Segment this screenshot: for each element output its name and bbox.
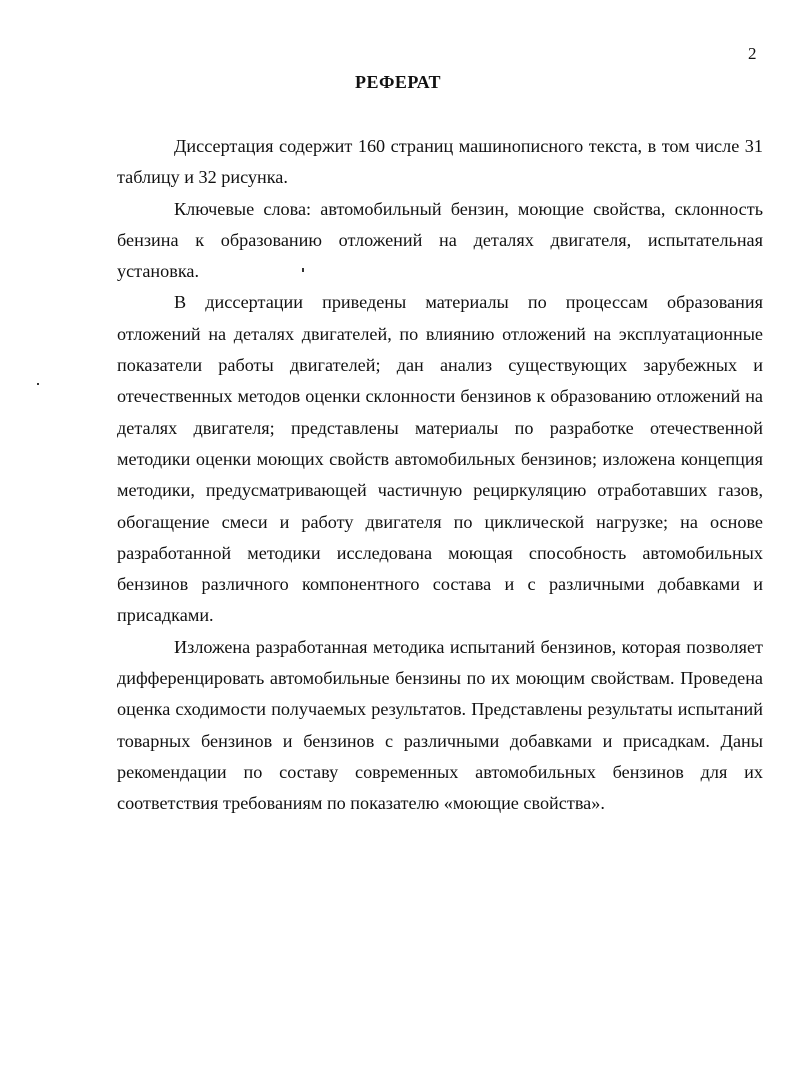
page-number: 2 [748, 44, 757, 63]
paragraph-summary: Диссертация содержит 160 страниц машинописного текста, в том числе 31 таблицу и 32 рисунка. [117, 136, 763, 188]
paragraph-keywords: Ключевые слова: автомобильный бензин, моющие свойства, склонность бензина к образованию отложений на деталях двигателя, испытательная установка. [117, 198, 763, 282]
scan-speck [302, 268, 304, 272]
scan-speck [37, 383, 39, 385]
abstract-body [117, 131, 763, 820]
paragraph-methodology: Изложена разработанная методика испытаний бензинов, которая позволяет дифференцировать автомобильные бензины по их моющим свойствам. Проведена оценка сходимости получаемых результатов. Представлены результаты испытаний товарных бензинов и бензинов с различными добавками и присадкам. Даны рекомендации по составу современных автомобильных бензинов для их соответствия требованиям по показателю «моющие свойства». [117, 636, 763, 814]
page-title: РЕФЕРАТ [354, 72, 442, 92]
paragraph-contents: В диссертации приведены материалы по процессам образования отложений на деталях двигателей, по влиянию отложений на эксплуатационные показатели работы двигателей; дан анализ существующих зарубежных и отечественных методов оценки склонности бензинов к образованию отложений на деталях двигателя; представлены материалы по разработке отечественной методики оценки моющих свойств автомобильных бензинов; изложена концепция методики, предусматривающей частичную рециркуляцию отработавших газов, обогащение смеси и работу двигателя по циклической нагрузке; на основе разработанной методики исследована моющая способность автомобильных бензинов различного компонентного состава и с различными добавками и присадками. [117, 292, 763, 626]
